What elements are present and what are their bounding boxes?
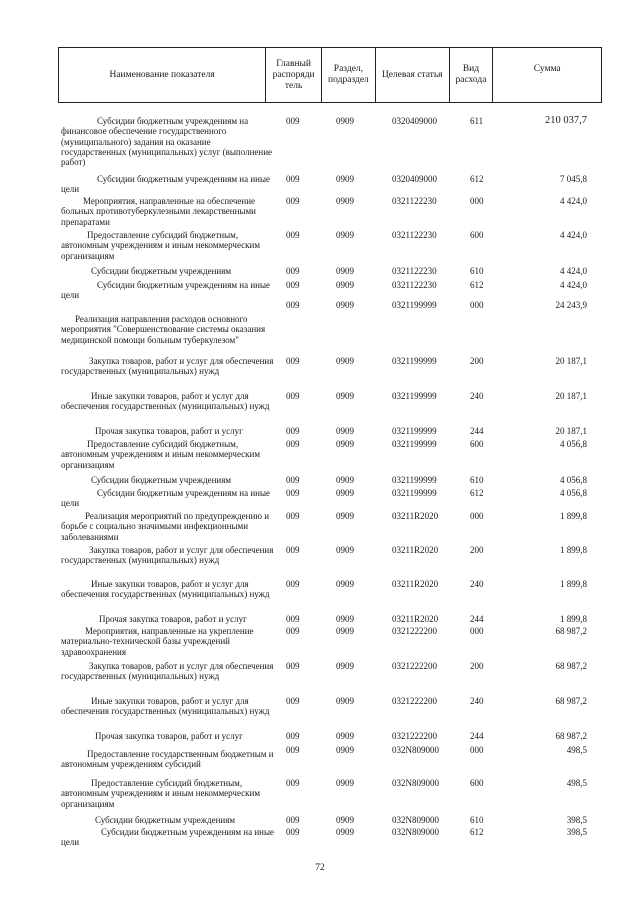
row-main-manager: 009 <box>286 626 300 636</box>
row-expense-type: 200 <box>470 356 484 366</box>
row-target-article: 0321222200 <box>392 731 437 741</box>
row-amount: 4 424,0 <box>560 230 587 240</box>
row-main-manager: 009 <box>286 579 300 589</box>
row-section: 0909 <box>336 475 354 485</box>
row-section: 0909 <box>336 626 354 636</box>
row-name: Субсидии бюджетным учреждениям <box>91 266 232 276</box>
row-main-manager: 009 <box>286 230 300 240</box>
row-expense-type: 610 <box>470 475 484 485</box>
row-target-article: 0320409000 <box>392 116 437 126</box>
row-expense-type: 612 <box>470 488 484 498</box>
row-target-article: 0321122230 <box>392 196 437 206</box>
row-amount: 4 424,0 <box>560 280 587 290</box>
row-target-article: 0320409000 <box>392 174 437 184</box>
row-expense-type: 000 <box>470 626 484 636</box>
row-main-manager: 009 <box>286 696 300 706</box>
row-main-manager: 009 <box>286 300 300 310</box>
row-amount: 210 037,7 <box>545 115 587 126</box>
row-name: Реализация мероприятий по предупреждению и борьбе с социально значимыми инфекционными заболеваниями <box>61 511 270 542</box>
row-amount: 398,5 <box>566 827 587 837</box>
row-section: 0909 <box>336 356 354 366</box>
row-amount: 1 899,8 <box>560 545 587 555</box>
row-main-manager: 009 <box>286 356 300 366</box>
row-target-article: 0321199999 <box>392 475 437 485</box>
row-main-manager: 009 <box>286 778 300 788</box>
row-amount: 24 243,9 <box>555 300 587 310</box>
row-expense-type: 612 <box>470 827 484 837</box>
header-amount: Сумма <box>533 63 561 74</box>
row-expense-type: 612 <box>470 174 484 184</box>
row-section: 0909 <box>336 174 354 184</box>
row-section: 0909 <box>336 545 354 555</box>
row-expense-type: 600 <box>470 439 484 449</box>
row-amount: 68 987,2 <box>555 731 587 741</box>
row-name: Субсидии бюджетным учреждениям на иные цели <box>61 827 275 848</box>
row-name: Предоставление субсидий бюджетным, автономным учреждениям и иным некоммерческим организациям <box>61 230 261 261</box>
page-number: 72 <box>315 863 325 873</box>
row-main-manager: 009 <box>286 266 300 276</box>
row-target-article: 0321199999 <box>392 391 437 401</box>
row-name: Мероприятия, направленные на укрепление материально-технической базы учреждений здравоохранения <box>61 626 254 657</box>
header-section: Раздел, подраздел <box>322 48 376 102</box>
row-target-article: 03211R2020 <box>392 511 439 521</box>
row-expense-type: 612 <box>470 280 484 290</box>
row-name: Закупка товаров, работ и услуг для обеспечения государственных (муниципальных) нужд <box>61 661 274 682</box>
row-section: 0909 <box>336 661 354 671</box>
row-amount: 1 899,8 <box>560 579 587 589</box>
row-target-article: 032N809000 <box>392 778 439 788</box>
header-target-article: Целевая статья <box>376 48 450 102</box>
row-main-manager: 009 <box>286 745 300 755</box>
row-section: 0909 <box>336 426 354 436</box>
row-amount: 4 056,8 <box>560 475 587 485</box>
row-section: 0909 <box>336 614 354 624</box>
row-amount: 4 424,0 <box>560 196 587 206</box>
row-amount: 68 987,2 <box>555 661 587 671</box>
row-target-article: 0321222200 <box>392 626 437 636</box>
row-main-manager: 009 <box>286 511 300 521</box>
row-name: Прочая закупка товаров, работ и услуг <box>99 614 247 624</box>
row-expense-type: 000 <box>470 300 484 310</box>
row-expense-type: 610 <box>470 815 484 825</box>
row-target-article: 0321199999 <box>392 426 437 436</box>
row-amount: 68 987,2 <box>555 696 587 706</box>
row-name: Субсидии бюджетным учреждениям на иные цели <box>61 174 271 195</box>
row-section: 0909 <box>336 731 354 741</box>
row-amount: 68 987,2 <box>555 626 587 636</box>
row-section: 0909 <box>336 196 354 206</box>
table-header <box>58 47 602 103</box>
row-expense-type: 240 <box>470 696 484 706</box>
row-name: Закупка товаров, работ и услуг для обеспечения государственных (муниципальных) нужд <box>61 545 274 566</box>
row-name: Субсидии бюджетным учреждениям на иные цели <box>61 280 271 301</box>
row-amount: 20 187,1 <box>555 356 587 366</box>
row-amount: 20 187,1 <box>555 426 587 436</box>
row-section: 0909 <box>336 300 354 310</box>
row-target-article: 0321199999 <box>392 488 437 498</box>
row-expense-type: 244 <box>470 614 484 624</box>
row-target-article: 0321199999 <box>392 356 437 366</box>
row-amount: 498,5 <box>566 778 587 788</box>
row-main-manager: 009 <box>286 661 300 671</box>
row-name: Субсидии бюджетным учреждениям на иные цели <box>61 488 271 509</box>
row-name: Реализация направления расходов основного мероприятия "Совершенствование системы оказания медицинской помощи больным туберкулезом" <box>61 314 266 345</box>
row-main-manager: 009 <box>286 280 300 290</box>
row-amount: 4 056,8 <box>560 439 587 449</box>
row-expense-type: 244 <box>470 426 484 436</box>
row-target-article: 032N809000 <box>392 745 439 755</box>
row-main-manager: 009 <box>286 614 300 624</box>
row-name: Субсидии бюджетным учреждениям на финансовое обеспечение государственного (муниципального) задания на оказание государственных (муниципальных) услуг (выполнение работ) <box>61 116 273 168</box>
row-expense-type: 200 <box>470 545 484 555</box>
row-expense-type: 600 <box>470 230 484 240</box>
row-expense-type: 600 <box>470 778 484 788</box>
row-main-manager: 009 <box>286 426 300 436</box>
header-name: Наименование показателя <box>59 48 266 102</box>
row-target-article: 0321222200 <box>392 661 437 671</box>
row-section: 0909 <box>336 280 354 290</box>
row-name: Предоставление субсидий бюджетным, автономным учреждениям и иным некоммерческим организациям <box>61 778 261 809</box>
row-main-manager: 009 <box>286 116 300 126</box>
row-main-manager: 009 <box>286 731 300 741</box>
row-expense-type: 200 <box>470 661 484 671</box>
row-section: 0909 <box>336 391 354 401</box>
row-expense-type: 240 <box>470 391 484 401</box>
row-main-manager: 009 <box>286 391 300 401</box>
row-section: 0909 <box>336 815 354 825</box>
header-main-manager: Главный распоряди тель <box>266 48 322 102</box>
row-section: 0909 <box>336 745 354 755</box>
row-name: Предоставление субсидий бюджетным, автономным учреждениям и иным некоммерческим организациям <box>61 439 261 470</box>
header-expense-type: Вид расхода <box>450 48 494 102</box>
row-amount: 4 424,0 <box>560 266 587 276</box>
row-expense-type: 240 <box>470 579 484 589</box>
row-main-manager: 009 <box>286 545 300 555</box>
row-main-manager: 009 <box>286 475 300 485</box>
row-expense-type: 610 <box>470 266 484 276</box>
row-expense-type: 611 <box>470 116 484 126</box>
row-section: 0909 <box>336 116 354 126</box>
row-amount: 1 899,8 <box>560 614 587 624</box>
row-amount: 1 899,8 <box>560 511 587 521</box>
row-main-manager: 009 <box>286 815 300 825</box>
row-name: Прочая закупка товаров, работ и услуг <box>95 426 243 436</box>
row-target-article: 0321122230 <box>392 266 437 276</box>
row-target-article: 032N809000 <box>392 827 439 837</box>
row-amount: 398,5 <box>566 815 587 825</box>
row-target-article: 03211R2020 <box>392 614 439 624</box>
row-amount: 4 056,8 <box>560 488 587 498</box>
row-target-article: 0321199999 <box>392 439 437 449</box>
row-target-article: 03211R2020 <box>392 579 439 589</box>
row-expense-type: 000 <box>470 196 484 206</box>
row-name: Иные закупки товаров, работ и услуг для обеспечения государственных (муниципальных) нужд <box>61 696 270 717</box>
row-target-article: 0321122230 <box>392 230 437 240</box>
row-target-article: 032N809000 <box>392 815 439 825</box>
row-section: 0909 <box>336 488 354 498</box>
row-expense-type: 244 <box>470 731 484 741</box>
row-amount: 498,5 <box>566 745 587 755</box>
row-name: Закупка товаров, работ и услуг для обеспечения государственных (муниципальных) нужд <box>61 356 274 377</box>
row-main-manager: 009 <box>286 827 300 837</box>
row-section: 0909 <box>336 511 354 521</box>
row-amount: 20 187,1 <box>555 391 587 401</box>
row-name: Иные закупки товаров, работ и услуг для обеспечения государственных (муниципальных) нужд <box>61 579 270 600</box>
row-section: 0909 <box>336 230 354 240</box>
row-section: 0909 <box>336 778 354 788</box>
row-main-manager: 009 <box>286 488 300 498</box>
row-expense-type: 000 <box>470 511 484 521</box>
row-name: Предоставление государственным бюджетным и автономным учреждениям субсидий <box>61 749 274 770</box>
row-name: Мероприятия, направленные на обеспечение больных противотуберкулезными лекарственными препаратами <box>61 196 256 227</box>
row-target-article: 0321222200 <box>392 696 437 706</box>
row-target-article: 0321122230 <box>392 280 437 290</box>
row-section: 0909 <box>336 696 354 706</box>
row-target-article: 03211R2020 <box>392 545 439 555</box>
row-name: Прочая закупка товаров, работ и услуг <box>95 731 243 741</box>
row-amount: 7 045,8 <box>560 174 587 184</box>
row-main-manager: 009 <box>286 439 300 449</box>
row-name: Иные закупки товаров, работ и услуг для обеспечения государственных (муниципальных) нужд <box>61 391 270 412</box>
row-name: Субсидии бюджетным учреждениям <box>95 815 236 825</box>
row-name: Субсидии бюджетным учреждениям <box>91 475 232 485</box>
row-target-article: 0321199999 <box>392 300 437 310</box>
row-section: 0909 <box>336 266 354 276</box>
row-section: 0909 <box>336 439 354 449</box>
row-expense-type: 000 <box>470 745 484 755</box>
row-section: 0909 <box>336 827 354 837</box>
row-main-manager: 009 <box>286 174 300 184</box>
row-main-manager: 009 <box>286 196 300 206</box>
row-section: 0909 <box>336 579 354 589</box>
